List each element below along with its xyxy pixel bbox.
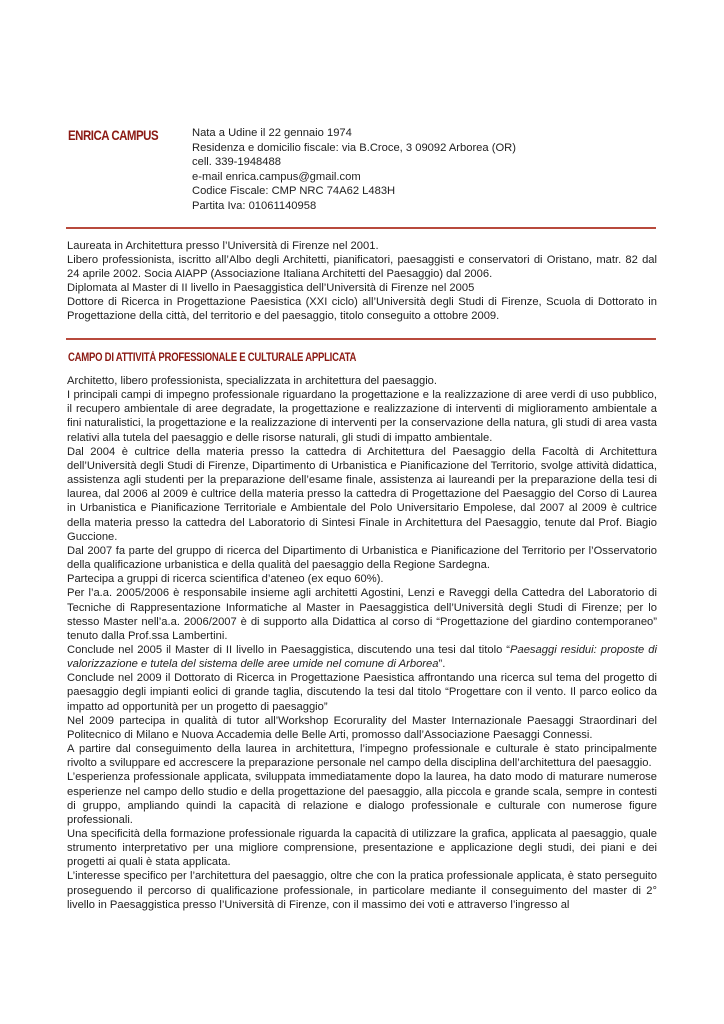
- paragraph: Architetto, libero professionista, specializzata in architettura del paesaggio.: [67, 375, 438, 387]
- paragraph: Partecipa a gruppi di ricerca scientifica d’ateneo (ex equo 60%).: [67, 573, 384, 586]
- education-line: Laureata in Architettura presso l’Università di Firenze nel 2001.: [67, 240, 379, 252]
- education-line: Dottore di Ricerca in Progettazione Paesistica (XXI ciclo) all’Università degli Studi di Firenze, Scuola di Dottorato in Progettazione della città, del territorio e del paesaggio, titolo conseguito a ottobre 2009.: [67, 296, 657, 323]
- thesis-title: Paesaggi residui: proposte di valorizzazione e tutela del sistema delle aree umide nel comune di Arborea: [67, 643, 657, 671]
- section-heading: CAMPO DI ATTIVITÀ PROFESSIONALE E CULTURALE APPLICATA: [68, 352, 357, 364]
- section-body: [67, 374, 657, 912]
- paragraph-text: ”.: [438, 658, 446, 671]
- cv-name: ENRICA CAMPUS: [68, 127, 159, 143]
- contact-block: [192, 126, 516, 213]
- paragraph: Una specificità della formazione professionale riguarda la capacità di utilizzare la grafica, applicata al paesaggio, quale strumento interpretativo per una migliore comprensione, presentazione e applicazione degli studi, dei piani e dei progetti ai quali è stata applicata.: [67, 828, 657, 869]
- paragraph: L’interesse specifico per l’architettura del paesaggio, oltre che con la pratica professionale applicata, è stato perseguito proseguendo il percorso di qualificazione professionale, in particolare mediante il conseguimento del master di 2° livello in Paesaggistica presso l’Università di Firenze, con il massimo dei voti e attraverso l’ingresso al: [67, 870, 657, 911]
- paragraph: Nel 2009 partecipa in qualità di tutor all’Workshop Ecorurality del Master Internazionale Paesaggi Straordinari del Politecnico di Milano e Nuova Accademia delle Belle Arti, promosso dall’Associazione Paesaggi Connessi.: [67, 714, 657, 741]
- birth-info: Nata a Udine il 22 gennaio 1974: [192, 127, 352, 139]
- divider-top: [66, 227, 656, 229]
- paragraph: Per l’a.a. 2005/2006 è responsabile insieme agli architetti Agostini, Lenzi e Raveggi della Cattedra del Laboratorio di Tecniche di Rappresentazione Informatiche al Master in Paesaggistica dell’Università degli Studi di Firenze; per lo stesso Master nell’a.a. 2006/2007 è di supporto alla Didattica al corso di “Progettazione del giardino contemporaneo” tenuto dalla Prof.ssa Lambertini.: [67, 587, 657, 642]
- paragraph: Conclude nel 2009 il Dottorato di Ricerca in Progettazione Paesistica affrontando una ricerca sul tema del progetto di paesaggio degli impianti eolici di grande taglia, discutendo la tesi dal titolo “Progettare con il vento. Il parco eolico da impatto ad opportunità per un progetto di paesaggio”: [67, 672, 657, 713]
- divider-section: [66, 338, 656, 340]
- paragraph: I principali campi di impegno professionale riguardano la progettazione e la realizzazione di aree verdi di uso pubblico, il recupero ambientale di aree degradate, la progettazione e realizzazione di interventi di miglioramento ambientale a fini naturalistici, la progettazione e la realizzazione di interventi per la conservazione della natura, gli studi di area vasta relativi alla tutela del paesaggio e delle risorse naturali, gli studi di impatto ambientale.: [67, 389, 657, 444]
- tax-code: Codice Fiscale: CMP NRC 74A62 L483H: [192, 185, 396, 197]
- vat-number: Partita Iva: 01061140958: [192, 199, 317, 212]
- paragraph: Dal 2007 fa parte del gruppo di ricerca del Dipartimento di Urbanistica e Pianificazione del Territorio per l’Osservatorio della qualificazione urbanistica e della qualità del paesaggio della Regione Sardegna.: [67, 544, 657, 572]
- paragraph-text: Conclude nel 2005 il Master di II livello in Paesaggistica, discutendo una tesi dal titolo “: [67, 643, 511, 656]
- paragraph: Dal 2004 è cultrice della materia presso la cattedra di Architettura del Paesaggio della Facoltà di Architettura dell’Università degli Studi di Firenze, Dipartimento di Urbanistica e Pianificazione del Territorio, svolge attività didattica, assistenza agli studenti per la preparazione dell’esame finale, assistenza ai laureandi per la preparazione della tesi di laurea, dal 2006 al 2009 è cultrice della materia presso la cattedra di Progettazione del Paesaggio del Corso di Laurea in Urbanistica e Pianificazione Territoriale e Ambientale del Polo Universitario Empolese, dal 2007 al 2009 è cultrice della materia presso la cattedra del Laboratorio di Sintesi Finale in Architettura del Paesaggio, tenute dal Prof. Biagio Guccione.: [67, 445, 657, 543]
- paragraph: [67, 643, 657, 671]
- email-address: e-mail enrica.campus@gmail.com: [192, 170, 361, 183]
- paragraph: L’esperienza professionale applicata, sviluppata immediatamente dopo la laurea, ha dato modo di maturare numerose esperienze nel campo dello studio e della progettazione del paesaggio, alla piccola e grande scala, sempre in contesti di gruppo, ampliando quindi la capacità di relazione e dialogo professionale e culturale con numerose figure professionali.: [67, 771, 657, 826]
- phone-number: cell. 339-1948488: [192, 156, 281, 168]
- residence-address: Residenza e domicilio fiscale: via B.Croce, 3 09092 Arborea (OR): [192, 141, 516, 154]
- education-block: [67, 239, 657, 324]
- education-line: Diplomata al Master di II livello in Paesaggistica dell’Università di Firenze nel 2005: [67, 282, 475, 295]
- education-line: Libero professionista, iscritto all’Albo degli Architetti, pianificatori, paesaggisti e conservatori di Oristano, matr. 82 dal 24 aprile 2002. Socia AIAPP (Associazione Italiana Architetti del Paesaggio) dal 2006.: [67, 254, 657, 281]
- paragraph: A partire dal conseguimento della laurea in architettura, l’impegno professionale e culturale è stato principalmente rivolto a sviluppare ed accrescere la preparazione personale nel campo della disciplina dell’architettura del paesaggio.: [67, 743, 657, 770]
